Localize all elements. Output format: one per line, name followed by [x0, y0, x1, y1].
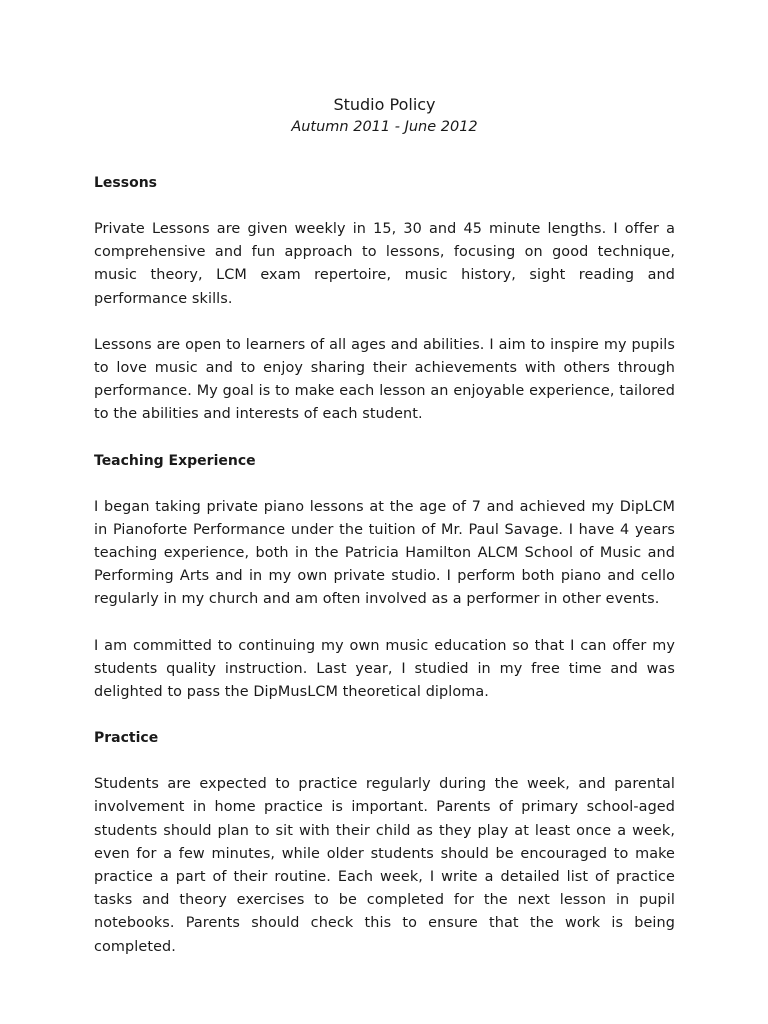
- paragraph: Lessons are open to learners of all ages and abilities. I aim to inspire my pupils to love music and to enjoy sharing their achievements with others through performance. My goal is to make each lesson an enjoyable experience, tailored to the abilities and interests of each student.: [94, 336, 675, 423]
- paragraph: I am committed to continuing my own music education so that I can offer my students quality instruction. Last year, I studied in my free time and was delighted to pass the DipMusLCM theoretical diploma.: [94, 637, 675, 701]
- document-title: Studio Policy: [333, 95, 436, 114]
- section-practice: [94, 727, 675, 959]
- section-heading: Lessons: [94, 175, 157, 191]
- paragraph: Students are expected to practice regularly during the week, and parental involvement in home practice is important. Parents of primary school-aged students should plan to sit with their child as they play at least once a week, even for a few minutes, while older students should be encouraged to make practice a part of their routine. Each week, I write a detailed list of practice tasks and theory exercises to be completed for the next lesson in pupil notebooks. Parents should check this to ensure that the work is being completed.: [94, 776, 675, 955]
- section-heading: Teaching Experience: [94, 452, 256, 469]
- section-heading: Practice: [94, 730, 159, 747]
- paragraph: Private Lessons are given weekly in 15, 30 and 45 minute lengths. I offer a comprehensive and fun approach to lessons, focusing on good technique, music theory, LCM exam repertoire, music history, sight reading and performance skills.: [94, 221, 675, 307]
- section-teaching-experience: [94, 450, 675, 705]
- section-lessons: [94, 172, 675, 427]
- document-subtitle: Autumn 2011 - June 2012: [291, 119, 478, 135]
- paragraph: I began taking private piano lessons at the age of 7 and achieved my DipLCM in Pianoforte Performance under the tuition of Mr. Paul Savage. I have 4 years teaching experience, both in the Patricia Hamilton ALCM School of Music and Performing Arts and in my own private studio. I perform both piano and cello regularly in my church and am often involved as a performer in other events.: [94, 498, 675, 608]
